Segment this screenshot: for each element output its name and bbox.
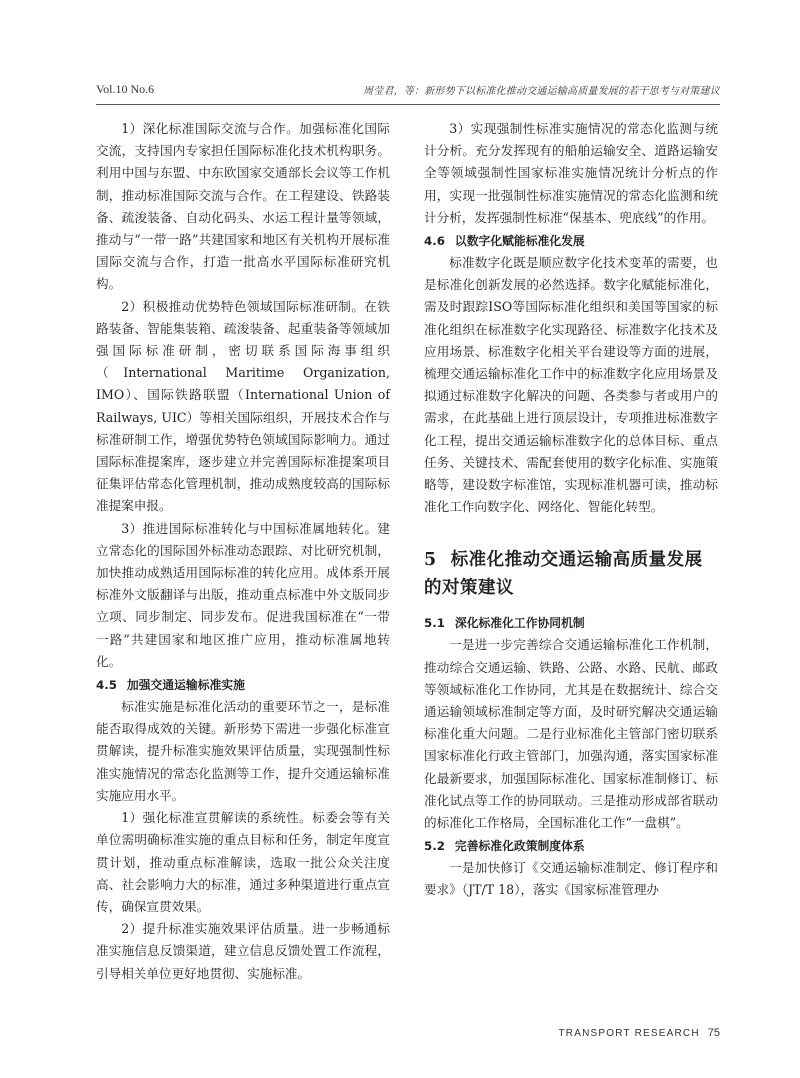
section-number: 4.5 bbox=[96, 678, 117, 693]
running-header bbox=[96, 82, 720, 102]
paragraph: 1）深化标准国际交流与合作。加强标准化国际交流，支持国内专家担任国际标准化技术机构职务。利用中国与东盟、中东欧国家交通部长会议等工作机制，推动标准国际交流与合作。在工程建设、铁路装备、疏浚装备、自动化码头、水运工程计量等领域，推动与“一带一路”共建国家和地区有关机构开展标准国际交流与合作，打造一批高水平国际标准研究机构。 bbox=[96, 121, 390, 292]
section-number: 4.6 bbox=[424, 234, 445, 249]
right-column bbox=[424, 118, 718, 902]
volume-issue: Vol.10 No.6 bbox=[96, 82, 155, 96]
section-title: 完善标准化政策制度体系 bbox=[454, 839, 585, 854]
chapter-number: 5 bbox=[424, 550, 437, 571]
paragraph: 2）提升标准实施效果评估质量。进一步畅通标准实施信息反馈渠道，建立信息反馈处置工作流程，引导相关单位更好地贯彻、实施标准。 bbox=[96, 921, 390, 981]
page-number: 75 bbox=[707, 1027, 720, 1039]
section-heading-5-2 bbox=[424, 835, 718, 857]
section-number: 5.2 bbox=[424, 839, 445, 854]
paragraph: 标准实施是标准化活动的重要环节之一，是标准能否取得成效的关键。新形势下需进一步强化标准宣贯解读，提升标准实施效果评估质量，实现强制性标准实施情况的常态化监测等工作，提升交通运输标准实施应用水平。 bbox=[96, 699, 390, 803]
left-column bbox=[96, 118, 390, 985]
page-footer bbox=[558, 1027, 720, 1039]
section-heading-4-5 bbox=[96, 674, 390, 696]
paragraph: 标准数字化既是顺应数字化技术变革的需要，也是标准化创新发展的必然选择。数字化赋能标准化，需及时跟踪ISO等国际标准化组织和美国等国家的标准化组织在标准数字化实现路径、标准数字化技术及应用场景、标准数字化相关平台建设等方面的进展，梳理交通运输标准化工作中的标准数字化应用场景及拟通过标准数字化解决的问题、各类参与者或用户的需求，在此基础上进行顶层设计，专项推进标准数字化工程，提出交通运输标准数字化的总体目标、重点任务、关键技术、需配套使用的数字化标准、实施策略等，建设数字标准馆，实现标准机器可读，推动标准化工作向数字化、网络化、智能化转型。 bbox=[424, 255, 718, 515]
chapter-title: 标准化推动交通运输高质量发展的对策建议 bbox=[424, 550, 703, 599]
journal-name: TRANSPORT RESEARCH bbox=[558, 1028, 700, 1039]
running-title: 周莹君，等：新形势下以标准化推动交通运输高质量发展的若干思考与对策建议 bbox=[363, 86, 720, 97]
paragraph: 3）实现强制性标准实施情况的常态化监测与统计分析。充分发挥现有的船舶运输安全、道路运输安全等领域强制性国家标准实施情况统计分析点的作用，实现一批强制性标准实施情况的常态化监测和统计分析，发挥强制性标准“保基本、兜底线”的作用。 bbox=[424, 121, 718, 225]
section-title: 加强交通运输标准实施 bbox=[126, 678, 245, 693]
section-title: 深化标准化工作协同机制 bbox=[454, 616, 585, 631]
section-heading-4-6 bbox=[424, 230, 718, 252]
paragraph: 1）强化标准宣贯解读的系统性。标委会等有关单位需明确标准实施的重点目标和任务，制定年度宣贯计划，推动重点标准解读，选取一批公众关注度高、社会影响力大的标准，通过多种渠道进行重点宣传，确保宣贯效果。 bbox=[96, 810, 390, 914]
paragraph: 一是加快修订《交通运输标准制定、修订程序和要求》（JT/T 18），落实《国家标准管理办 bbox=[424, 860, 718, 898]
section-title: 以数字化赋能标准化发展 bbox=[454, 234, 585, 249]
paragraph: 一是进一步完善综合交通运输标准化工作机制，推动综合交通运输、铁路、公路、水路、民航、邮政等领域标准化工作协同，尤其是在数据统计、综合交通运输领域标准制定等方面，及时研究解决交通运输标准化重大问题。二是行业标准化主管部门密切联系国家标准化行政主管部门，加强沟通，落实国家标准化最新要求，加强国际标准化、国家标准制修订、标准化试点等工作的协同联动。三是推动形成部省联动的标准化工作格局，全国标准化工作“一盘棋”。 bbox=[424, 637, 718, 831]
section-number: 5.1 bbox=[424, 616, 445, 631]
header-rule bbox=[96, 104, 720, 105]
paragraph: 3）推进国际标准转化与中国标准属地转化。建立常态化的国际国外标准动态跟踪、对比研究机制，加快推动成熟适用国际标准的转化应用。成体系开展标准外文版翻译与出版，推动重点标准中外文版同步立项、同步制定、同步发布。促进我国标准在“一带一路”共建国家和地区推广应用，推动标准属地转化。 bbox=[96, 520, 390, 669]
chapter-heading-5 bbox=[424, 546, 718, 602]
section-heading-5-1 bbox=[424, 612, 718, 634]
paragraph: 2）积极推动优势特色领域国际标准研制。在铁路装备、智能集装箱、疏浚装备、起重装备等领域加强国际标准研制，密切联系国际海事组织（International Maritime Organization, IMO）、国际铁路联盟（International Union of Railways, UIC）等相关国际组织，开展技术合作与标准研制工作，增强优势特色领域国际影响力。通过国际标准提案库，逐步建立并完善国际标准提案项目征集评估常态化管理机制，推动成熟度较高的国际标准提案申报。 bbox=[96, 298, 390, 514]
